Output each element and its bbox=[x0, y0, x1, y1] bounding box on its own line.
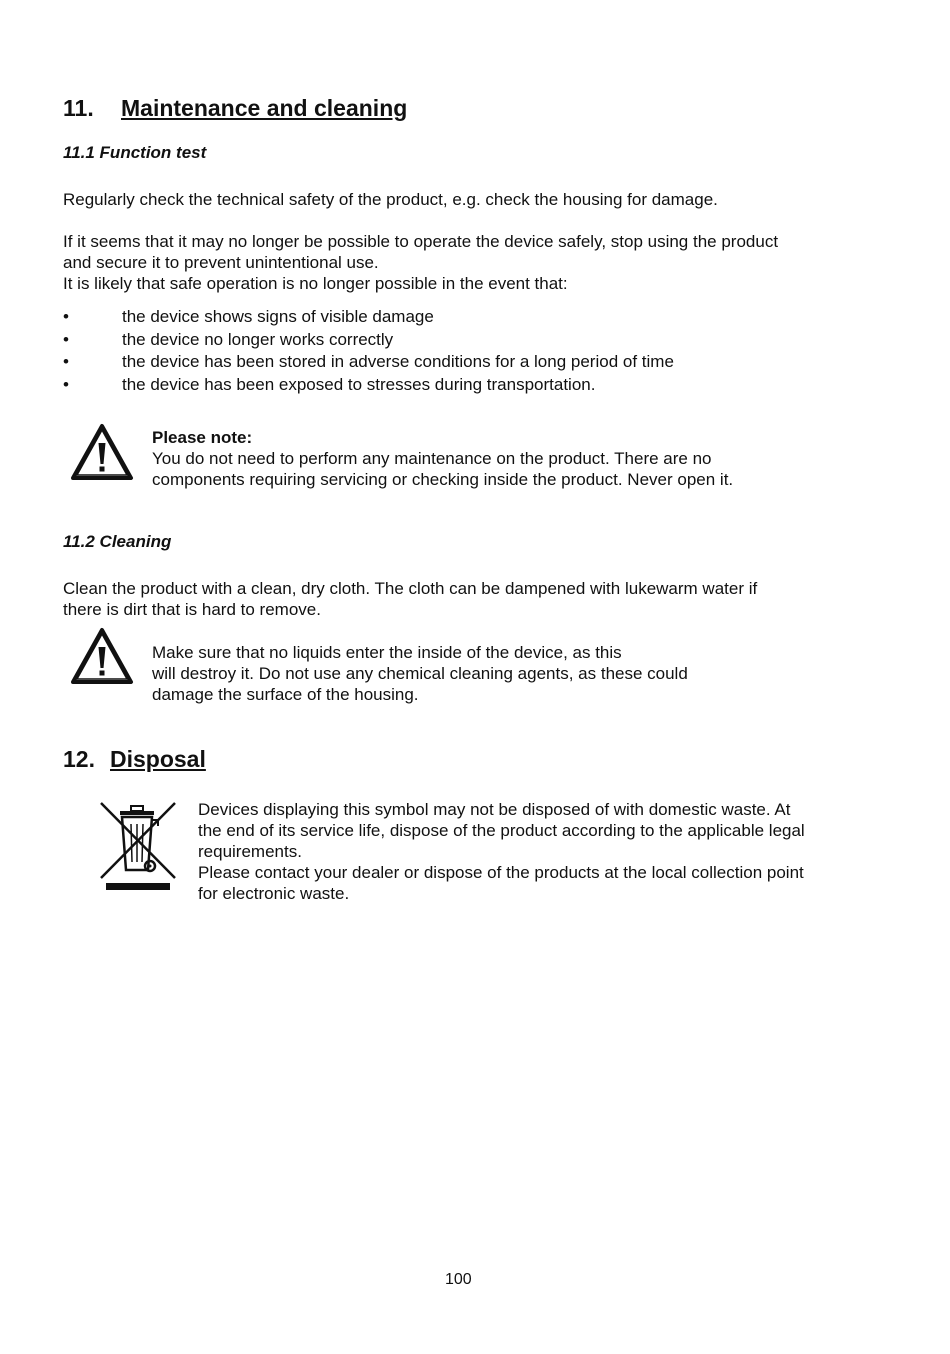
paragraph-line: If it seems that it may no longer be possible to operate the device safely, stop using the product bbox=[63, 232, 779, 251]
please-note-block bbox=[152, 427, 733, 490]
warning-triangle-icon bbox=[70, 627, 134, 685]
note-line: You do not need to perform any maintenance on the product. There are no bbox=[152, 449, 712, 468]
disposal-text-block bbox=[198, 799, 805, 904]
paragraph-line: Clean the product with a clean, dry cloth. The cloth can be dampened with lukewarm water if bbox=[63, 579, 758, 598]
disposal-line: Devices displaying this symbol may not be disposed of with domestic waste. At bbox=[198, 800, 791, 819]
section-11-heading bbox=[63, 95, 408, 121]
section-12-heading bbox=[63, 746, 206, 772]
list-item: • the device has been exposed to stresses during transportation. bbox=[63, 374, 883, 396]
page-number: 100 bbox=[445, 1271, 472, 1288]
list-item: • the device has been stored in adverse conditions for a long period of time bbox=[63, 351, 883, 373]
bullet-list bbox=[63, 306, 883, 398]
paragraph-line: It is likely that safe operation is no longer possible in the event that: bbox=[63, 274, 568, 293]
section-12-number: 12. bbox=[63, 746, 95, 772]
section-11-title: Maintenance and cleaning bbox=[121, 95, 408, 121]
disposal-line: for electronic waste. bbox=[198, 884, 350, 903]
bullet-dot: • bbox=[63, 374, 69, 394]
section-11-number: 11. bbox=[63, 95, 94, 121]
crossed-out-wheelie-bin-icon bbox=[98, 800, 178, 892]
note-line: components requiring servicing or checking inside the product. Never open it. bbox=[152, 470, 734, 489]
subsection-11-2-heading: 11.2 Cleaning bbox=[63, 532, 172, 551]
disposal-line: requirements. bbox=[198, 842, 302, 861]
disposal-line: Please contact your dealer or dispose of the products at the local collection point bbox=[198, 863, 804, 882]
paragraph-line: there is dirt that is hard to remove. bbox=[63, 600, 321, 619]
warning-triangle-icon bbox=[70, 423, 134, 481]
bullet-dot: • bbox=[63, 352, 69, 371]
bullet-dot: • bbox=[63, 307, 69, 326]
disposal-line: the end of its service life, dispose of the product according to the applicable legal bbox=[198, 821, 805, 840]
paragraph-line: and secure it to prevent unintentional use. bbox=[63, 253, 379, 272]
subsection-11-1-heading: 11.1 Function test bbox=[63, 143, 207, 162]
section-12-title: Disposal bbox=[110, 746, 206, 772]
list-item: • the device no longer works correctly bbox=[63, 329, 883, 351]
function-test-paragraph-2 bbox=[63, 231, 778, 294]
warning-line: will destroy it. Do not use any chemical cleaning agents, as these could bbox=[152, 664, 688, 683]
cleaning-paragraph bbox=[63, 578, 757, 620]
cleaning-warning-block bbox=[152, 642, 688, 705]
function-test-paragraph-1: Regularly check the technical safety of the product, e.g. check the housing for damage. bbox=[63, 190, 718, 209]
warning-line: Make sure that no liquids enter the inside of the device, as this bbox=[152, 643, 622, 662]
warning-line: damage the surface of the housing. bbox=[152, 685, 419, 704]
list-item: • the device shows signs of visible damage bbox=[63, 306, 883, 328]
bullet-dot: • bbox=[63, 329, 69, 349]
note-title: Please note: bbox=[152, 428, 253, 447]
